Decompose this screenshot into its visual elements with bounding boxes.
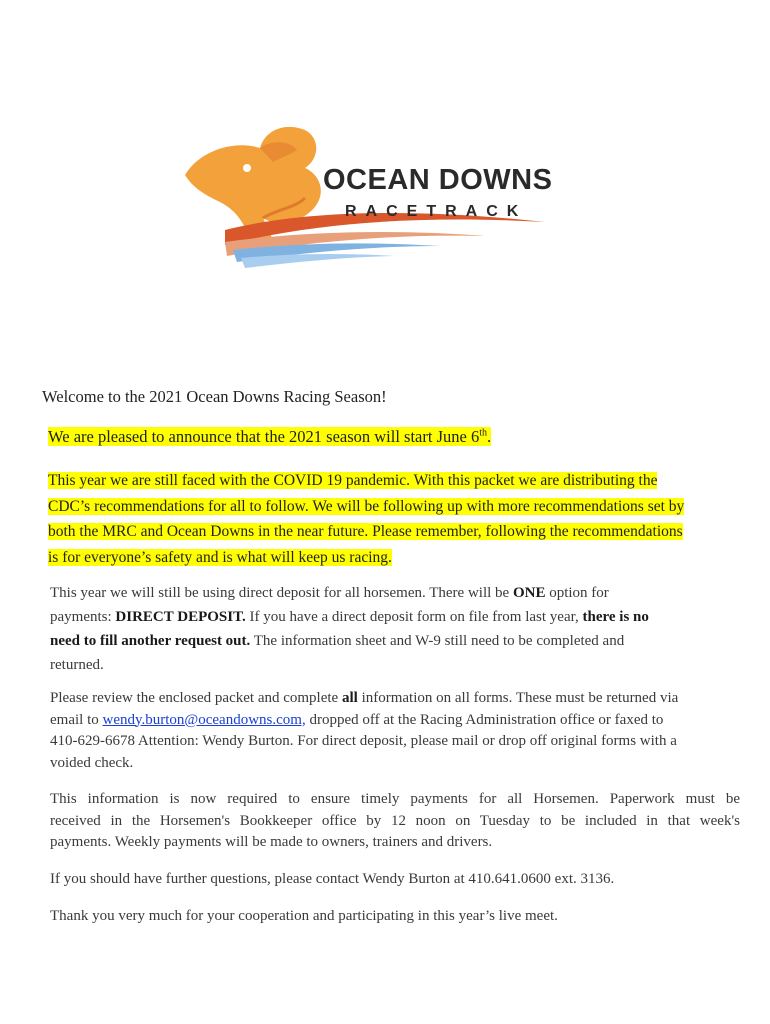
review-line: voided check. — [50, 754, 134, 771]
deposit-line: This year we will still be using direct deposit for all horsemen. There will be ONE option for — [50, 585, 609, 601]
direct-deposit-paragraph — [50, 581, 740, 677]
welcome-heading: Welcome to the 2021 Ocean Downs Racing Season! — [42, 387, 387, 406]
announcement-end: . — [487, 427, 492, 446]
email-link[interactable]: wendy.burton@oceandowns.com, — [102, 711, 306, 728]
deposit-line: need to fill another request out. The information sheet and W-9 still need to be completed and — [50, 633, 625, 649]
covid-paragraph — [48, 468, 748, 570]
covid-line: CDC’s recommendations for all to follow. We will be following up with more recommendations set by — [48, 497, 685, 515]
announcement-superscript: th — [479, 427, 487, 439]
required-line: This information is now required to ensure timely payments for all Horsemen. Paperwork must be — [50, 791, 740, 807]
logo-subtitle-text: RACETRACK — [345, 203, 528, 220]
contact-paragraph: If you should have further questions, please contact Wendy Burton at 410.641.0600 ext. 3136. — [50, 871, 615, 887]
required-info-paragraph — [50, 789, 740, 854]
covid-line: This year we are still faced with the COVID 19 pandemic. With this packet we are distributing the — [48, 472, 658, 489]
deposit-line: payments: DIRECT DEPOSIT. If you have a direct deposit form on file from last year, there is no — [50, 609, 649, 625]
review-packet-paragraph — [50, 688, 740, 774]
deposit-line: returned. — [50, 657, 104, 673]
covid-line: both the MRC and Ocean Downs in the near future. Please remember, following the recommendations — [48, 523, 683, 540]
required-line: payments. Weekly payments will be made to owners, trainers and drivers. — [50, 834, 493, 850]
review-line: 410-629-6678 Attention: Wendy Burton. For direct deposit, please mail or drop off original forms with a — [50, 733, 677, 749]
covid-line: is for everyone’s safety and is what will keep us racing. — [48, 548, 392, 566]
season-announcement — [48, 425, 491, 449]
review-line: email to wendy.burton@oceandowns.com, dropped off at the Racing Administration office or faxed to — [50, 711, 664, 728]
thank-you-paragraph: Thank you very much for your cooperation and participating in this year’s live meet. — [50, 908, 558, 924]
review-line: Please review the enclosed packet and complete all information on all forms. These must be returned via — [50, 690, 679, 706]
required-line: received in the Horsemen's Bookkeeper office by 12 noon on Tuesday to be included in that week's — [50, 812, 740, 829]
logo-name-text: OCEAN DOWNS — [323, 164, 553, 196]
ocean-downs-logo — [155, 70, 660, 290]
announcement-text: We are pleased to announce that the 2021 season will start June 6 — [48, 427, 480, 446]
